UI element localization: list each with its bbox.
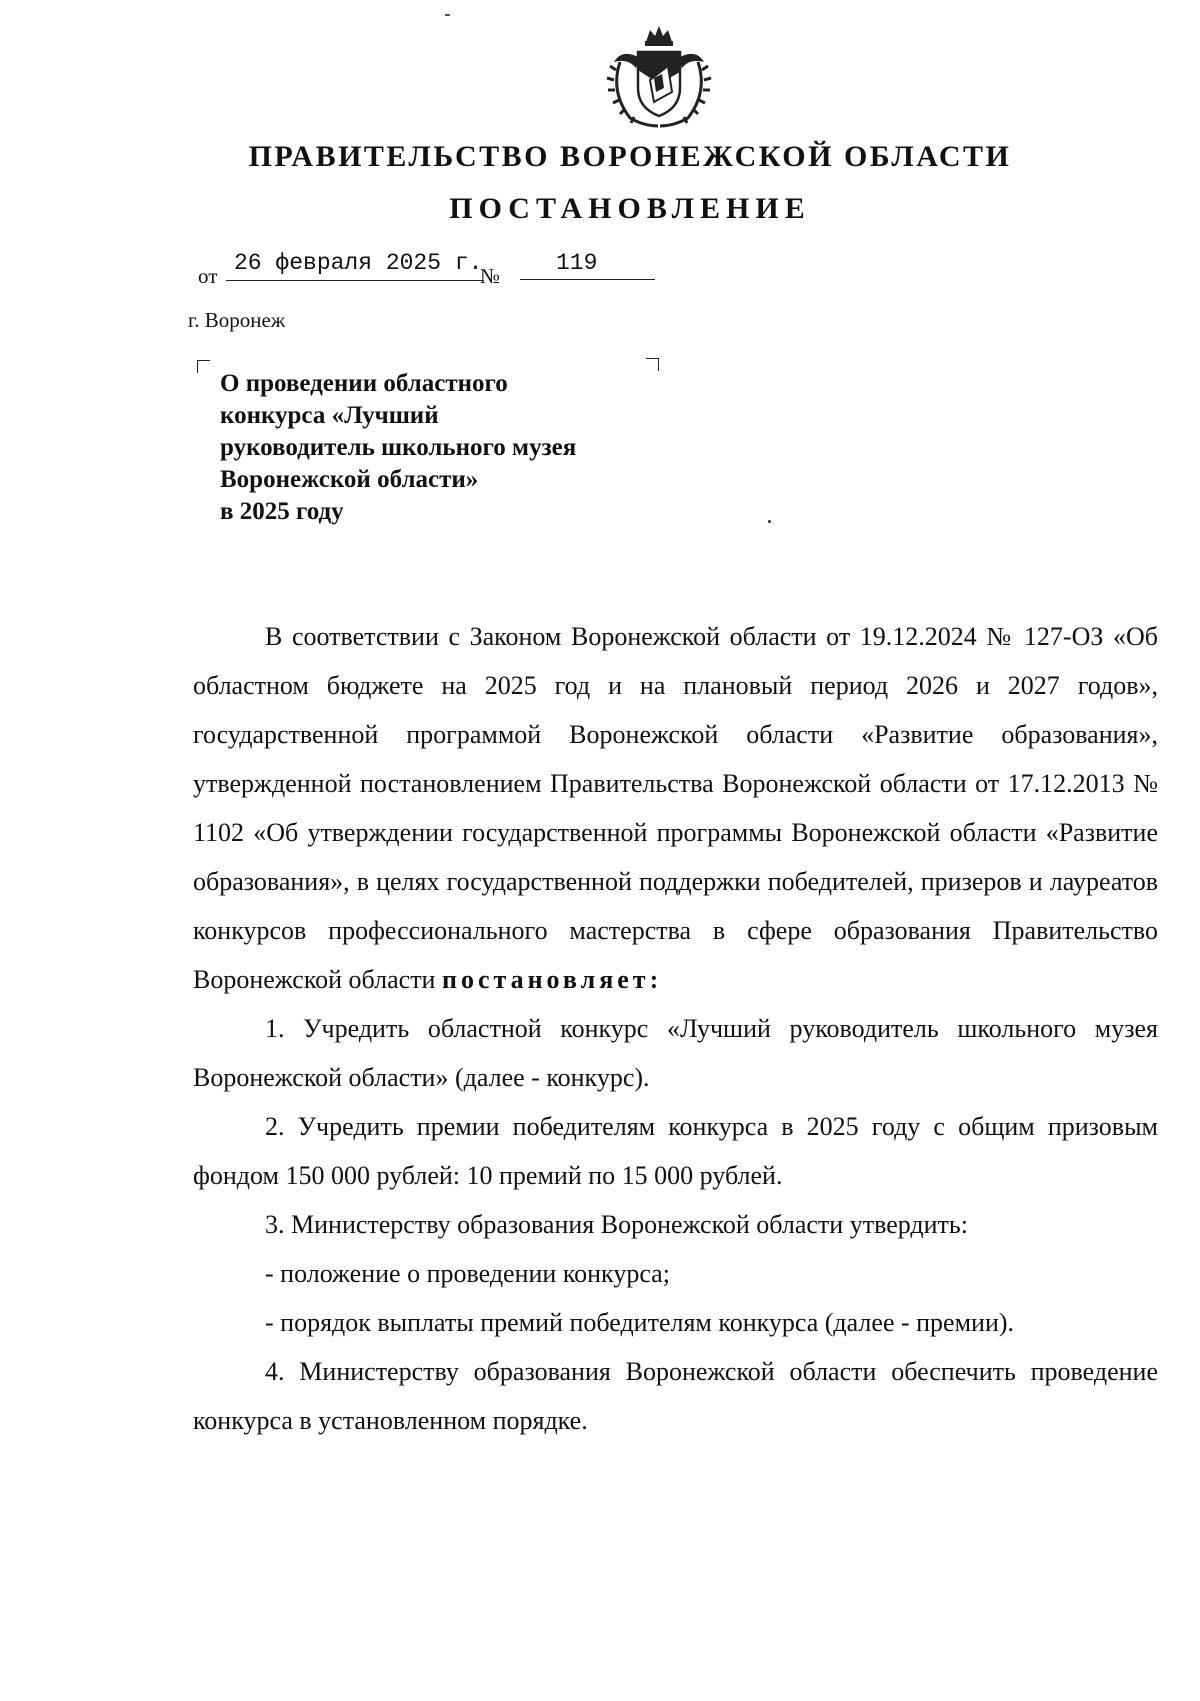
document-number: 119 bbox=[520, 250, 655, 280]
resolves-word: постановляет: bbox=[441, 965, 663, 994]
sub-item-1: - положение о проведении конкурса; bbox=[265, 1259, 670, 1288]
subject-line: в 2025 году bbox=[220, 498, 344, 525]
document-type: ПОСТАНОВЛЕНИЕ bbox=[449, 192, 811, 225]
scan-dot bbox=[768, 520, 771, 523]
city: г. Воронеж bbox=[188, 308, 286, 332]
subject-line: О проведении областного bbox=[220, 370, 508, 397]
item-2: 2. Учредить премии победителям конкурса в 2025 году с общим призовым фондом 150 000 рублей: 10 премий по 15 000 рублей. bbox=[193, 1112, 1158, 1190]
subject-line: конкурса «Лучший bbox=[220, 402, 439, 429]
sub-item-2: - порядок выплаты премий победителям конкурса (далее - премии). bbox=[265, 1308, 1015, 1337]
item-1: 1. Учредить областной конкурс «Лучший руководитель школьного музея Воронежской области» (далее - конкурс). bbox=[193, 1014, 1158, 1092]
subject-bracket-left bbox=[197, 360, 210, 373]
number-label: № bbox=[480, 264, 501, 288]
document-subject bbox=[220, 368, 660, 528]
government-title: ПРАВИТЕЛЬСТВО ВОРОНЕЖСКОЙ ОБЛАСТИ bbox=[248, 140, 1012, 173]
item-4: 4. Министерству образования Воронежской области обеспечить проведение конкурса в установленном порядке. bbox=[193, 1357, 1158, 1435]
voronezh-coat-of-arms-icon bbox=[600, 22, 718, 130]
preamble-paragraph bbox=[193, 612, 1158, 1004]
subject-line: руководитель школьного музея bbox=[220, 434, 577, 461]
document-body bbox=[193, 612, 1158, 1445]
scan-mark bbox=[445, 14, 450, 16]
date-number-line bbox=[198, 250, 658, 290]
preamble-text: В соответствии с Законом Воронежской области от 19.12.2024 № 127-ОЗ «Об областном бюджете на 2025 год и на плановый период 2026 и 2027 годов», государственной программой Воронежской области «Развитие образования», утвержденной постановлением Правительства Воронежской области от 17.12.2013 № 1102 «Об утверждении государственной программы Воронежской области «Развитие образования», в целях государственной поддержки победителей, призеров и лауреатов конкурсов профессионального мастерства в сфере образования Правительство Воронежской области bbox=[193, 622, 1158, 994]
subject-line: Воронежской области» bbox=[220, 466, 479, 493]
item-3: 3. Министерству образования Воронежской области утвердить: bbox=[265, 1210, 968, 1239]
document-date: 26 февраля 2025 г. bbox=[226, 250, 484, 281]
date-prefix: от bbox=[198, 264, 218, 288]
